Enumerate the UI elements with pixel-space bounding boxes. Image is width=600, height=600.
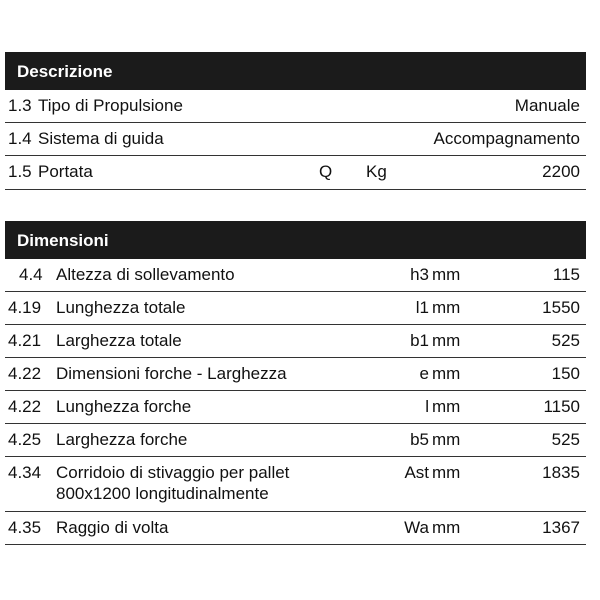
row-number: 4.19: [8, 298, 42, 317]
row-label: Lunghezza totale: [56, 298, 186, 317]
row-label: Corridoio di stivaggio per pallet: [56, 463, 290, 482]
row-symbol: e: [419, 364, 429, 383]
row-label: Tipo di Propulsione: [38, 96, 183, 115]
row-value: Manuale: [514, 96, 580, 115]
row-value: Accompagnamento: [433, 129, 580, 148]
row-number: 1.3: [8, 96, 32, 115]
row-value: 525: [551, 331, 580, 350]
row-symbol: Q: [319, 162, 333, 181]
table-row: [5, 90, 586, 123]
row-label: Sistema di guida: [38, 129, 164, 148]
row-value: 525: [551, 430, 580, 449]
table-row: [5, 391, 586, 424]
row-label: Larghezza forche: [56, 430, 188, 449]
table-row: [5, 292, 586, 325]
row-unit: mm: [432, 364, 461, 383]
descrizione-header: Descrizione: [5, 52, 586, 90]
table-row: [5, 424, 586, 457]
table-row: [5, 156, 586, 190]
row-number: 4.4: [19, 265, 43, 284]
row-unit: mm: [432, 265, 461, 284]
row-unit: mm: [432, 518, 461, 537]
row-label-line2: 800x1200 longitudinalmente: [56, 484, 269, 503]
row-unit: mm: [432, 331, 461, 350]
row-symbol: l: [425, 397, 429, 416]
row-symbol: b1: [410, 331, 429, 350]
row-value: 150: [551, 364, 580, 383]
row-symbol: l1: [415, 298, 429, 317]
table-row: [5, 457, 586, 512]
row-unit: Kg: [366, 162, 387, 181]
row-symbol: b5: [410, 430, 429, 449]
row-number: 4.34: [8, 463, 42, 482]
row-number: 4.35: [8, 518, 42, 537]
row-symbol: Ast: [404, 463, 429, 482]
row-number: 4.21: [8, 331, 42, 350]
row-unit: mm: [432, 397, 461, 416]
row-number: 1.5: [8, 162, 32, 181]
table-row: [5, 259, 586, 292]
table-row: [5, 123, 586, 156]
row-value: 1367: [542, 518, 580, 537]
row-label: Larghezza totale: [56, 331, 182, 350]
dimensioni-header: Dimensioni: [5, 221, 586, 259]
row-number: 4.25: [8, 430, 42, 449]
row-value: 1835: [542, 463, 580, 482]
row-value: 1150: [543, 397, 580, 416]
row-unit: mm: [432, 463, 461, 482]
row-label: Lunghezza forche: [56, 397, 192, 416]
row-value: 1550: [542, 298, 580, 317]
row-label: Altezza di sollevamento: [56, 265, 235, 284]
row-label: Raggio di volta: [56, 518, 169, 537]
row-symbol: h3: [410, 265, 429, 284]
row-number: 1.4: [8, 129, 32, 148]
descrizione-section: [5, 52, 586, 190]
table-row: [5, 358, 586, 391]
row-symbol: Wa: [404, 518, 429, 537]
row-number: 4.22: [8, 364, 42, 383]
table-row: [5, 325, 586, 358]
row-value: 115: [552, 265, 580, 284]
row-unit: mm: [432, 298, 461, 317]
table-row: [5, 512, 586, 545]
row-number: 4.22: [8, 397, 42, 416]
row-value: 2200: [542, 162, 580, 181]
row-unit: mm: [432, 430, 461, 449]
row-label: Dimensioni forche - Larghezza: [56, 364, 287, 383]
row-label: Portata: [38, 162, 93, 181]
dimensioni-section: [5, 221, 586, 545]
